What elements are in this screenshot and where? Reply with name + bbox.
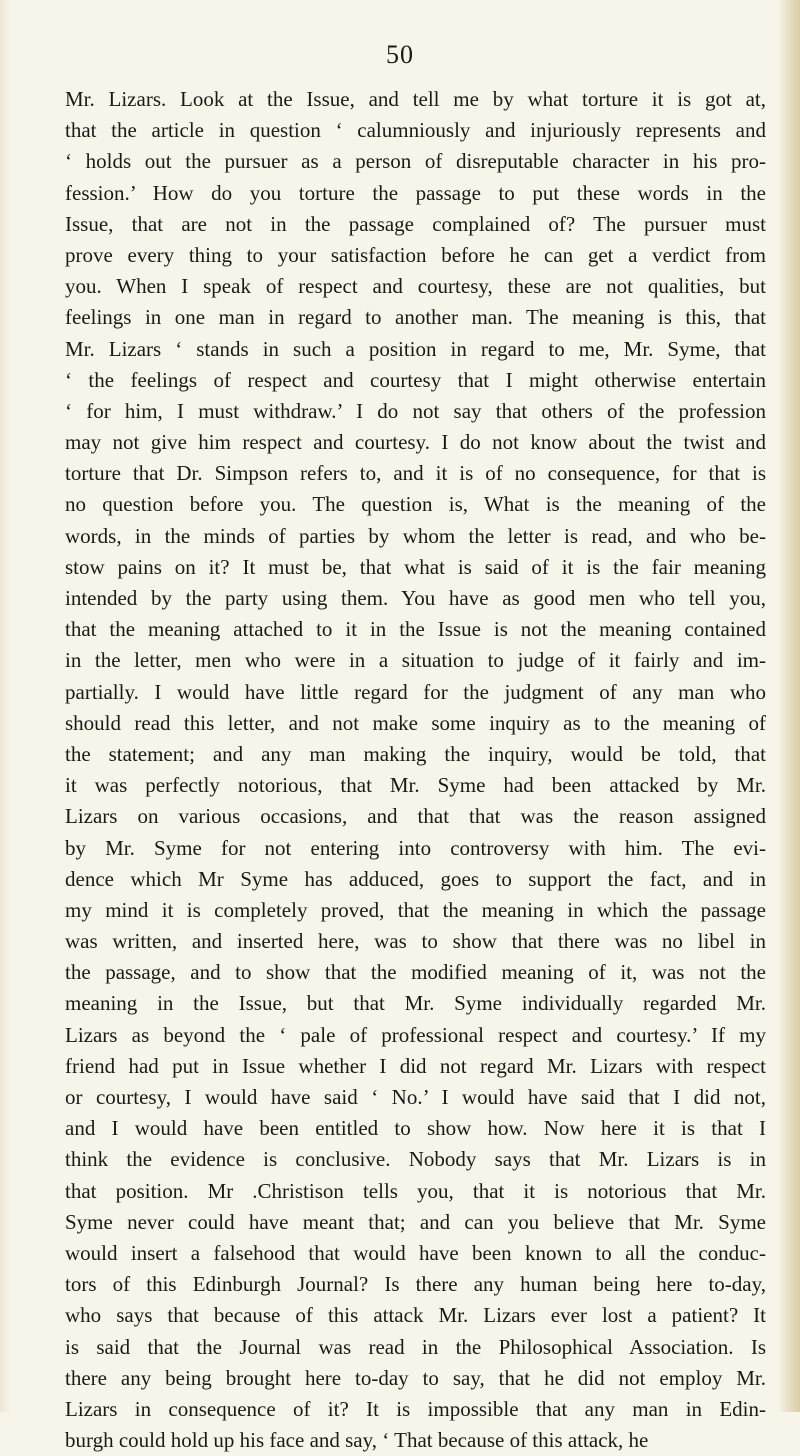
text-line: Lizars in consequence of it? It is impossible that any man in Edin- xyxy=(65,1396,766,1421)
text-line: that the meaning attached to it in the Issue is not the meaning contained xyxy=(65,617,766,642)
text-line: Lizars on various occasions, and that that was the reason assigned xyxy=(65,804,766,829)
text-line: intended by the party using them. You have as good men who tell you, xyxy=(65,586,766,610)
text-line: and I would have been entitled to show how. Now here it is that I xyxy=(65,1116,766,1141)
text-line: prove every thing to your satisfaction before he can get a verdict from xyxy=(65,242,766,267)
text-line: no question before you. The question is, What is the meaning of the xyxy=(65,492,766,517)
page-right-edge xyxy=(778,0,800,1412)
text-line: Issue, that are not in the passage complained of? The pursuer must xyxy=(65,211,766,236)
text-line: tors of this Edinburgh Journal? Is there any human being here to-day, xyxy=(65,1272,766,1297)
text-line: ‘ the feelings of respect and courtesy that I might otherwise entertain xyxy=(65,367,766,392)
text-line: meaning in the Issue, but that Mr. Syme individually regarded Mr. xyxy=(65,991,766,1016)
text-line: that position. Mr .Christison tells you, that it is notorious that Mr. xyxy=(65,1178,766,1203)
text-line: feelings in one man in regard to another man. The meaning is this, that xyxy=(65,305,766,330)
text-line: torture that Dr. Simpson refers to, and it is of no consequence, for that is xyxy=(65,461,766,486)
text-line: is said that the Journal was read in the Philosophical Association. Is xyxy=(65,1334,766,1359)
text-line: the passage, and to show that the modified meaning of it, was not the xyxy=(65,960,766,985)
text-line: think the evidence is conclusive. Nobody says that Mr. Lizars is in xyxy=(65,1147,766,1172)
page-left-shadow xyxy=(0,0,10,1412)
text-line: friend had put in Issue whether I did not regard Mr. Lizars with respect xyxy=(65,1053,766,1078)
text-line: ‘ for him, I must withdraw.’ I do not say that others of the profession xyxy=(65,398,766,423)
text-line: Syme never could have meant that; and can you believe that Mr. Syme xyxy=(65,1209,766,1234)
text-line: Mr. Lizars. Look at the Issue, and tell me by what torture it is got at, xyxy=(65,87,766,111)
text-line: dence which Mr Syme has adduced, goes to support the fact, and in xyxy=(65,866,766,891)
text-line: that the article in question ‘ calumniously and injuriously represents and xyxy=(65,118,766,143)
text-line: fession.’ How do you torture the passage to put these words in the xyxy=(65,180,766,205)
text-line: you. When I speak of respect and courtesy, these are not qualities, but xyxy=(65,274,766,299)
text-line: Mr. Lizars ‘ stands in such a position in regard to me, Mr. Syme, that xyxy=(65,336,766,361)
text-line: my mind it is completely proved, that the meaning in which the passage xyxy=(65,897,766,922)
text-line: who says that because of this attack Mr. Lizars ever lost a patient? It xyxy=(65,1303,766,1328)
text-line: should read this letter, and not make some inquiry as to the meaning of xyxy=(65,710,766,735)
text-line: burgh could hold up his face and say, ‘ That because of this attack, he xyxy=(65,1428,649,1453)
text-line: by Mr. Syme for not entering into controversy with him. The evi- xyxy=(65,835,766,860)
text-line: or courtesy, I would have said ‘ No.’ I would have said that I did not, xyxy=(65,1085,766,1109)
text-line: was written, and inserted here, was to show that there was no libel in xyxy=(65,929,766,954)
text-line: Lizars as beyond the ‘ pale of professional respect and courtesy.’ If my xyxy=(65,1022,766,1047)
text-line: in the letter, men who were in a situation to judge of it fairly and im- xyxy=(65,648,766,673)
text-line: stow pains on it? It must be, that what is said of it is the fair meaning xyxy=(65,554,766,579)
text-line: would insert a falsehood that would have been known to all the conduc- xyxy=(65,1240,766,1265)
text-line: the statement; and any man making the inquiry, would be told, that xyxy=(65,741,766,766)
text-line: ‘ holds out the pursuer as a person of disreputable character in his pro- xyxy=(65,149,766,174)
text-line: it was perfectly notorious, that Mr. Syme had been attacked by Mr. xyxy=(65,773,766,798)
text-line: words, in the minds of parties by whom the letter is read, and who be- xyxy=(65,523,766,548)
page-number: 50 xyxy=(386,40,414,69)
body-text xyxy=(65,84,766,1456)
text-line: may not give him respect and courtesy. I do not know about the twist and xyxy=(65,430,766,455)
text-line: partially. I would have little regard for the judgment of any man who xyxy=(65,679,766,704)
text-line: there any being brought here to-day to say, that he did not employ Mr. xyxy=(65,1365,766,1390)
